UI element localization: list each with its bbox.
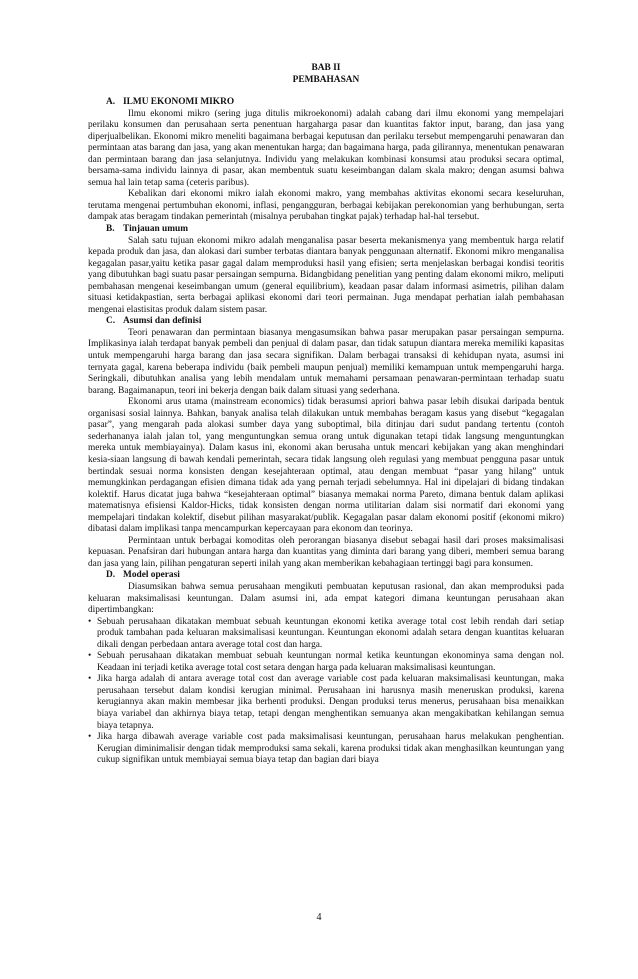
section-title: ILMU EKONOMI MIKRO [123,97,235,107]
paragraph: Salah satu tujuan ekonomi mikro adalah menganalisa pasar beserta mekanismenya yang membentuk harga relatif kepada produk dan jasa, dan alokasi dari sumber terbatas diantara banyak penggunaan alternatif. Ekonomi mikro menganalisa kegagalan pasar,yaitu ketika pasar gagal dalam memproduksi hasil yang efisien; serta menjelaskan berbagai kondisi teoritis yang dibutuhkan bagi suatu pasar persaingan sempurna. Bidangbidang penelitian yang penting dalam ekonomi mikro, meliputi pembahasan mengenai keseimbangan umum (general equilibrium), keadaan pasar dalam informasi asimetris, pilihan dalam situasi ketidakpastian, serta berbagai aplikasi ekonomi dari teori permainan. Juga mendapat perhatian ialah pembahasan mengenai elastisitas produk dalam sistem pasar. [88,235,564,315]
section-letter: A. [106,97,116,107]
list-item: • Sebuah perusahaan dikatakan membuat sebuah keuntungan ekonomi ketika average total cost lebih rendah dari setiap produk tambahan pada keluaran maksimalisasi keuntungan. Keuntungan ekonomi adalah setara dengan kuantitas keluaran dikali dengan perbedaan antara average total cost dan harga. [88,617,564,652]
paragraph: Teori penawaran dan permintaan biasanya mengasumsikan bahwa pasar merupakan pasar persaingan sempurna. Implikasinya ialah terdapat banyak pembeli dan penjual di dalam pasar, dan tidak satupun diantara mereka memiliki kapasitas untuk mempengaruhi harga barang dan jasa secara signifikan. Dalam berbagai transaksi di kehidupan nyata, asumsi ini ternyata gagal, karena beberapa individu (baik pembeli maupun penjual) memiliki kemampuan untuk mempengaruhi harga. Seringkali, dibutuhkan analisa yang lebih mendalam untuk memahami persamaan penawaran-permintaan terhadap suatu barang. Bagaimanapun, teori ini bekerja dengan baik dalam situasi yang sederhana. [88,327,564,396]
page-number: 4 [316,912,322,923]
bullet-list [88,617,564,767]
section-title: Asumsi dan definisi [123,316,202,327]
paragraph: Diasumsikan bahwa semua perusahaan mengikuti pembuatan keputusan rasional, dan akan memproduksi pada keluaran maksimalisasi keuntungan. Dalam asumsi ini, ada empat kategori dimana keuntungan perusahaan akan dipertimbangkan: [88,581,564,616]
paragraph: Kebalikan dari ekonomi mikro ialah ekonomi makro, yang membahas aktivitas ekonomi secara keseluruhan, terutama mengenai pertumbuhan ekonomi, inflasi, pengangguran, berbagai kebijakan perekonomian yang berhubungan, serta dampak atas beragam tindakan pemerintah (misalnya perubahan tingkat pajak) terhadap hal-hal tersebut. [88,189,564,223]
chapter-title: PEMBAHASAN [292,75,360,85]
section-title: Tinjauan umum [123,224,189,235]
section-heading-a [88,97,564,109]
section-letter: C. [106,316,116,327]
section-heading-b [88,224,564,236]
list-item: • Jika harga adalah di antara average total cost dan average variable cost pada keluaran maksimalisasi keuntungan, maka perusahaan tersebut dalam kondisi kerugian minimal. Perusahaan ini harusnya masih meneruskan produksi, karena kerugiannya akan makin membesar jika berhenti produksi. Dengan produksi terus menerus, perusahaan bisa menaikkan biaya variabel dan akhirnya biaya tetap, tetapi dengan menghentikan semuanya akan mengakibatkan kehilangan semua biaya tetapnya. [88,674,564,732]
section-heading-c [88,316,564,328]
document-page [88,62,564,767]
chapter-number: BAB II [311,63,341,73]
paragraph: Permintaan untuk berbagai komoditas oleh perorangan biasanya disebut sebagai hasil dari proses maksimalisasi kepuasan. Penafsiran dari hubungan antara harga dan kuantitas yang diminta dari barang yang diberi, memberi semua barang dan jasa yang lain, pilihan pengaturan seperti inilah yang akan memberikan kebahagiaan tertinggi bagi para konsumen. [88,535,564,569]
list-item: • Jika harga dibawah average variable cost pada maksimalisasi keuntungan, perusahaan harus melakukan penghentian. Kerugian diminimalisir dengan tidak memproduksi sama sekali, karena produksi tidak akan menghasilkan keuntungan yang cukup signifikan untuk membiayai semua biaya tetap dan bagian dari biaya [88,732,564,767]
list-item: • Sebuah perusahaan dikatakan membuat sebuah keuntungan normal ketika keuntungan ekonominya sama dengan nol. Keadaan ini terjadi ketika average total cost setara dengan harga pada keluaran maksimalisasi keuntungan. [88,651,564,674]
section-letter: B. [106,224,115,235]
section-heading-d [88,570,564,582]
paragraph: Ekonomi arus utama (mainstream economics) tidak berasumsi apriori bahwa pasar lebih disukai daripada bentuk organisasi sosial lainnya. Bahkan, banyak analisa telah dilakukan untuk membahas beragam kasus yang disebut “kegagalan pasar”, yang mengarah pada alokasi sumber daya yang suboptimal, bila ditinjau dari sudut pandang tertentu (contoh sederhananya ialah jalan tol, yang menguntungkan semua orang untuk digunakan tetapi tidak langsung menguntungkan mereka untuk membiayainya). Dalam kasus ini, ekonomi akan berusaha untuk mencari kebijakan yang akan menghindari kesia-siaan langsung di bawah kendali pemerintah, secara tidak langsung oleh regulasi yang membuat pengguna pasar untuk bertindak sesuai norma konsisten dengan kesejahteraan optimal, atau dengan membuat “pasar yang hilang” untuk memungkinkan perdagangan efisien dimana tidak ada yang pernah terjadi sebelumnya. Hal ini dipelajari di bidang tindakan kolektif. Harus dicatat juga bahwa “kesejahteraan optimal” biasanya memakai norma Pareto, dimana bentuk dalam aplikasi matematisnya efisiensi Kaldor-Hicks, tidak konsisten dengan norma utilitarian dalam sisi normatif dari ekonomi yang mempelajari tindakan kolektif, disebut pilihan masyarakat/publik. Kegagalan pasar dalam ekonomi positif (ekonomi mikro) dibatasi dalam implikasi tanpa mencampurkan kepercayaan para ekonom dan teorinya. [88,397,564,535]
paragraph: Ilmu ekonomi mikro (sering juga ditulis mikroekonomi) adalah cabang dari ilmu ekonomi yang mempelajari perilaku konsumen dan perusahaan serta penentuan hargaharga pasar dan kuantitas faktor input, barang, dan jasa yang diperjualbelikan. Ekonomi mikro meneliti bagaimana berbagai keputusan dan perilaku tersebut mempengaruhi penawaran dan permintaan atas barang dan jasa, yang akan menentukan harga; dan bagaimana harga, pada gilirannya, menentukan penawaran dan permintaan barang dan jasa selanjutnya. Individu yang melakukan kombinasi konsumsi atau produksi secara optimal, bersama-sama individu lainnya di pasar, akan membentuk suatu keseimbangan dalam skala makro; dengan asumsi bahwa semua hal lain tetap sama (ceteris paribus). [88,108,564,188]
section-letter: D. [106,570,116,581]
section-title: Model operasi [123,570,180,581]
